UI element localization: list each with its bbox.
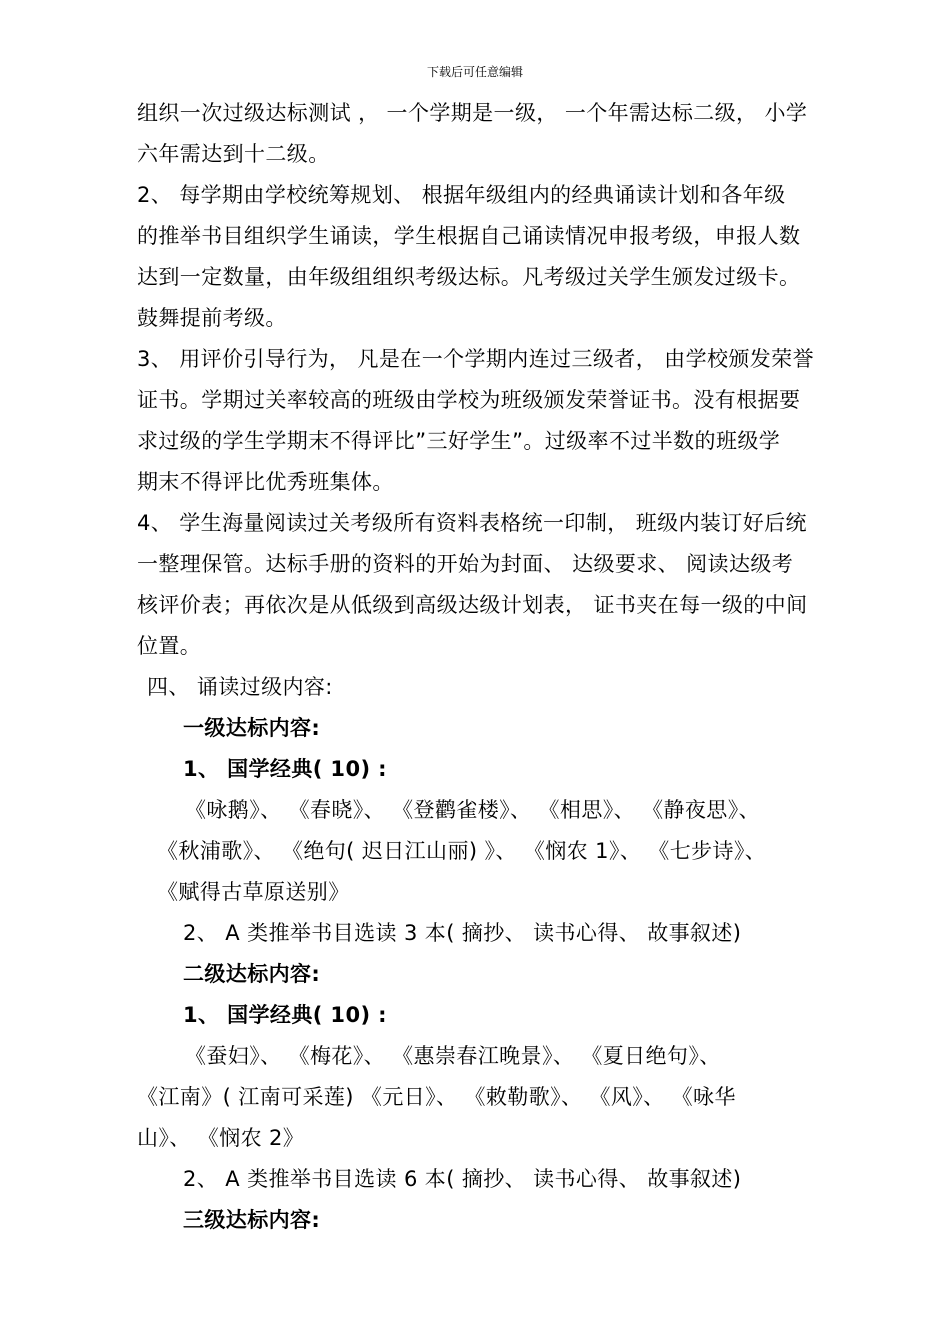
paragraph-line: 证书。学期过关率较高的班级由学校为班级颁发荣誉证书。没有根据要: [137, 388, 801, 412]
level3-heading: 三级达标内容:: [183, 1208, 321, 1232]
paragraph-line: 组织一次过级达标测试 ， 一个学期是一级， 一个年需达标二级， 小学: [137, 101, 808, 125]
paragraph-line: 位置。: [137, 634, 202, 658]
level2-poem-line: 《蚕妇》、 《梅花》、 《惠崇春江晚景》、 《夏日绝句》、: [185, 1044, 721, 1068]
level2-poem-line: 山》、 《悯农 2》: [137, 1126, 305, 1150]
paragraph-line: 3、 用评价引导行为， 凡是在一个学期内连过三级者， 由学校颁发荣誉: [137, 347, 814, 371]
paragraph-line: 2、 每学期由学校统筹规划、 根据年级组内的经典诵读计划和各年级: [137, 183, 786, 207]
paragraph-line: 六年需达到十二级。: [137, 142, 330, 166]
paragraph-line: 达到一定数量，由年级组组织考级达标。凡考级过关学生颁发过级卡。: [137, 265, 801, 289]
level1-reading: 2、 A 类推举书目选读 3 本( 摘抄、 读书心得、 故事叙述): [183, 921, 742, 945]
page-header: 下载后可任意编辑: [426, 65, 523, 79]
paragraph-line: 求过级的学生学期末不得评比”三好学生”。过级率不过半数的班级学: [137, 429, 781, 453]
paragraph-line: 一整理保管。达标手册的资料的开始为封面、 达级要求、 阅读达级考: [137, 552, 794, 576]
level2-heading: 二级达标内容:: [183, 962, 321, 986]
level2-classics-heading: 1、 国学经典( 10) :: [183, 1003, 387, 1027]
paragraph-line: 期末不得评比优秀班集体。: [137, 470, 394, 494]
level2-poem-line: 《江南》( 江南可采莲) 《元日》、 《敕勒歌》、 《风》、 《咏华: [137, 1085, 736, 1109]
level2-reading: 2、 A 类推举书目选读 6 本( 摘抄、 读书心得、 故事叙述): [183, 1167, 742, 1191]
level1-heading: 一级达标内容:: [183, 716, 321, 740]
level1-poem-line: 《咏鹅》、 《春晓》、 《登鹳雀楼》、 《相思》、 《静夜思》、: [185, 798, 760, 822]
paragraph-line: 核评价表；再依次是从低级到高级达级计划表， 证书夹在每一级的中间: [137, 593, 808, 617]
level1-poem-line: 《赋得古草原送别》: [157, 880, 350, 904]
level1-poem-line: 《秋浦歌》、 《绝句( 迟日江山丽) 》、 《悯农 1》、 《七步诗》、: [157, 839, 767, 863]
paragraph-line: 的推举书目组织学生诵读，学生根据自己诵读情况申报考级，申报人数: [137, 224, 801, 248]
level1-classics-heading: 1、 国学经典( 10) :: [183, 757, 387, 781]
paragraph-line: 4、 学生海量阅读过关考级所有资料表格统一印制， 班级内装订好后统: [137, 511, 807, 535]
paragraph-line: 鼓舞提前考级。: [137, 306, 287, 330]
section-heading: 四、 诵读过级内容:: [147, 675, 333, 699]
